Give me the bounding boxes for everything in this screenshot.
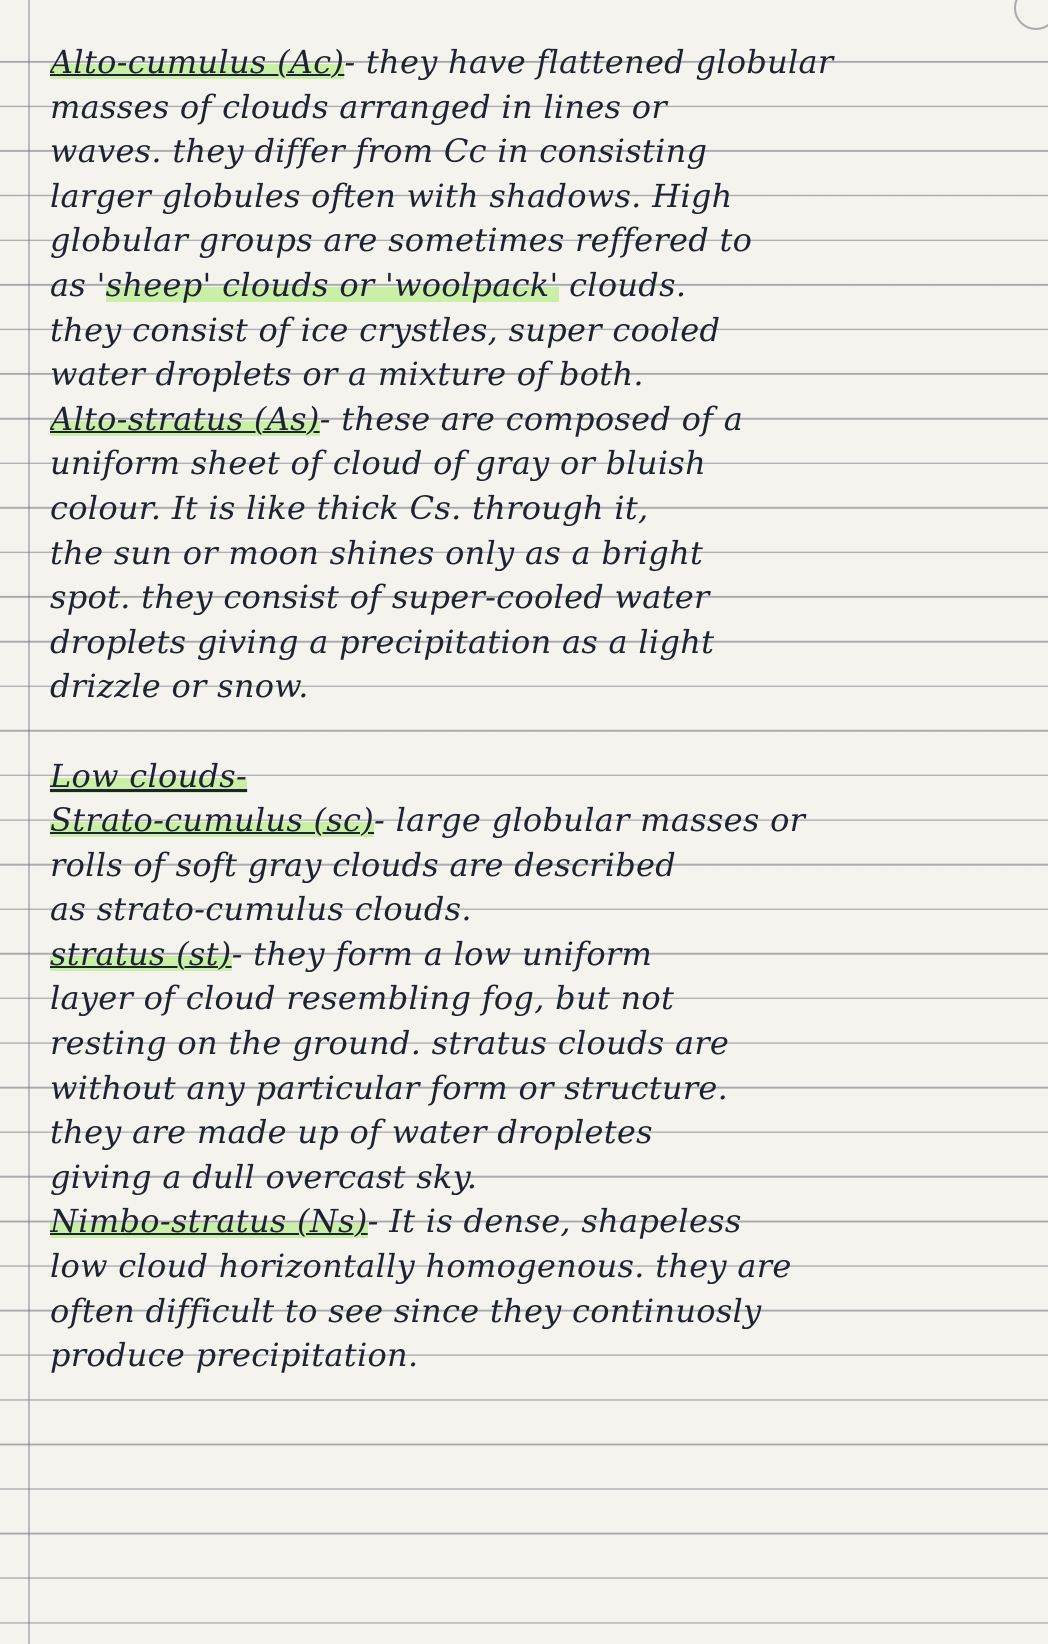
altocumulus-line-2: masses of clouds arranged in lines or	[50, 87, 667, 126]
stratus-term: stratus (st)	[50, 934, 232, 973]
altostratus-line-6: droplets giving a precipitation as a light	[50, 622, 715, 661]
stratus-line-1	[50, 932, 1010, 977]
stratus-line-5: they are made up of water dropletes	[50, 1113, 653, 1152]
altostratus-line-1	[50, 397, 1010, 442]
stratocumulus-definition-start: - large globular masses or	[374, 801, 806, 840]
stratocumulus-line-1	[50, 798, 1010, 843]
altostratus-term: Alto-stratus (As)	[50, 399, 320, 438]
altostratus-line-3: colour. It is like thick Cs. through it,	[50, 488, 649, 527]
low-clouds-heading-line	[50, 754, 1010, 799]
stratocumulus-line-2: rolls of soft gray clouds are described	[50, 845, 677, 884]
nimbostratus-line-3: often difficult to see since they continuosly	[50, 1291, 762, 1330]
stratus-line-6: giving a dull overcast sky.	[50, 1157, 478, 1196]
altocumulus-line-6-start: as '	[50, 265, 106, 304]
stratus-line-3: resting on the ground. stratus clouds are	[50, 1024, 730, 1063]
nimbostratus-line-4: produce precipitation.	[50, 1336, 419, 1375]
nimbostratus-line-2: low cloud horizontally homogenous. they are	[50, 1247, 792, 1286]
stratus-line-4: without any particular form or structure.	[50, 1068, 729, 1107]
altocumulus-term: Alto-cumulus (Ac)	[50, 43, 345, 81]
altocumulus-line-6	[50, 263, 1010, 308]
stratus-line-2: layer of cloud resembling fog, but not	[50, 979, 675, 1018]
nimbostratus-term: Nimbo-stratus (Ns)	[50, 1202, 368, 1241]
altocumulus-definition-start: - they have flattened globular	[344, 43, 834, 81]
altocumulus-line-7: they consist of ice crystles, super cooled	[50, 310, 721, 349]
altostratus-line-7: drizzle or snow.	[50, 667, 309, 706]
altocumulus-line-8: water droplets or a mixture of both.	[50, 355, 644, 394]
altostratus-definition-start: - these are composed of a	[319, 399, 744, 438]
blank-line	[50, 709, 1010, 754]
altostratus-line-4: the sun or moon shines only as a bright	[50, 533, 704, 572]
low-clouds-heading: Low clouds-	[50, 756, 248, 795]
altocumulus-line-1	[50, 40, 1010, 85]
altocumulus-line-5: globular groups are sometimes reffered to	[50, 221, 753, 260]
stratus-definition-start: - they form a low uniform	[231, 934, 653, 973]
altocumulus-line-3: waves. they differ from Cc in consisting	[50, 132, 708, 171]
altocumulus-line-4: larger globules often with shadows. High	[50, 176, 733, 215]
page-hole	[1014, 0, 1048, 30]
stratocumulus-term: Strato-cumulus (sc)	[50, 801, 375, 840]
altostratus-line-2: uniform sheet of cloud of gray or bluish	[50, 444, 706, 483]
handwritten-notes	[50, 40, 1010, 1378]
altocumulus-highlight: sheep' clouds or 'woolpack'	[105, 265, 559, 304]
margin-line	[28, 0, 30, 1644]
altostratus-line-5: spot. they consist of super-cooled water	[50, 578, 710, 617]
nimbostratus-definition-start: - It is dense, shapeless	[367, 1202, 742, 1241]
stratocumulus-line-3: as strato-cumulus clouds.	[50, 890, 472, 929]
altocumulus-line-6-end: clouds.	[558, 265, 687, 304]
nimbostratus-line-1	[50, 1199, 1010, 1244]
